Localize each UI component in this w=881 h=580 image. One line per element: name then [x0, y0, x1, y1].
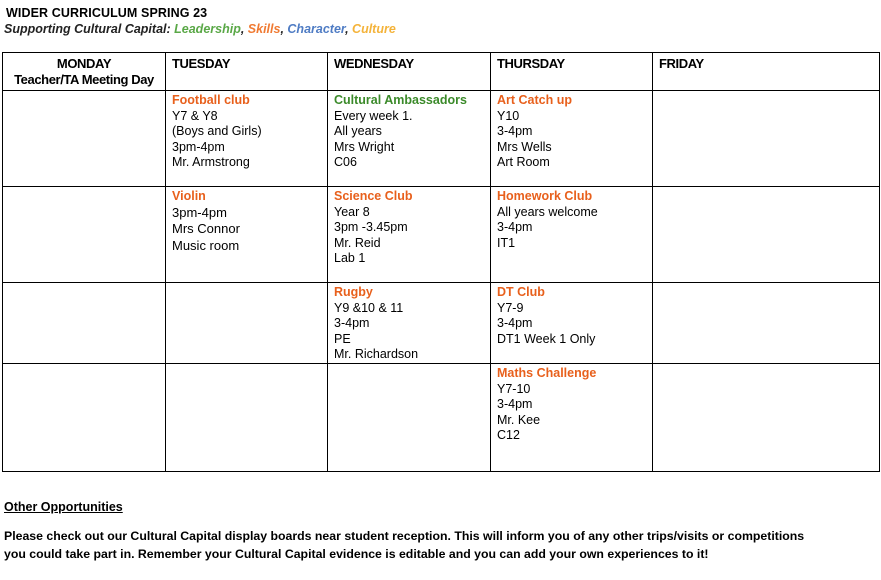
table-row	[3, 91, 880, 187]
cultural-ambassadors-cell	[328, 91, 491, 187]
club-title: Violin	[172, 189, 206, 203]
homework-club-cell	[491, 187, 653, 283]
club-detail: Mr. Armstrong	[172, 155, 250, 170]
club-detail: C12	[497, 428, 520, 443]
club-detail: DT1 Week 1 Only	[497, 331, 596, 346]
timetable	[2, 52, 880, 472]
club-detail: All years	[334, 124, 382, 139]
violin-cell	[166, 187, 328, 283]
comma-3: ,	[345, 22, 353, 36]
club-detail: Y7-10	[497, 381, 531, 396]
wednesday-cell	[328, 363, 491, 471]
culture-word: Culture	[352, 22, 396, 36]
club-detail: 3-4pm	[497, 316, 533, 331]
club-detail: 3pm-4pm	[172, 204, 227, 220]
other-line-1: Please check out our Cultural Capital display boards near student reception. This will inform you of any other trips/visits or competitions	[4, 529, 805, 543]
monday-cell	[3, 187, 166, 283]
club-detail: PE	[334, 331, 351, 346]
day-header-tuesday: TUESDAY	[166, 53, 328, 91]
table-row	[3, 363, 880, 471]
club-detail: 3-4pm	[334, 316, 370, 331]
club-title: Football club	[172, 93, 250, 107]
monday-cell	[3, 363, 166, 471]
club-detail: (Boys and Girls)	[172, 124, 262, 139]
other-opportunities-text	[4, 527, 874, 563]
club-detail: Mrs Wright	[334, 139, 395, 154]
header-row	[3, 53, 880, 91]
club-detail: Mr. Kee	[497, 412, 541, 427]
club-detail: Lab 1	[334, 251, 366, 266]
club-detail: 3-4pm	[497, 397, 533, 412]
club-detail: 3pm-4pm	[172, 139, 225, 154]
comma-1: ,	[240, 22, 248, 36]
monday-cell	[3, 91, 166, 187]
club-detail: Music room	[172, 237, 240, 253]
day-header-thursday: THURSDAY	[491, 53, 653, 91]
club-detail: Y9 &10 & 11	[334, 300, 404, 315]
tuesday-cell	[166, 283, 328, 364]
club-detail: Mrs Connor	[172, 221, 240, 237]
tuesday-cell	[166, 363, 328, 471]
art-catch-up-cell	[491, 91, 653, 187]
table-row	[3, 187, 880, 283]
page-subtitle	[4, 22, 396, 36]
football-club-cell	[166, 91, 328, 187]
day-header-wednesday: WEDNESDAY	[328, 53, 491, 91]
club-detail: Mr. Reid	[334, 235, 381, 250]
club-title: Maths Challenge	[497, 365, 597, 380]
monday-cell	[3, 283, 166, 364]
club-detail: Mrs Wells	[497, 139, 552, 154]
club-detail: 3-4pm	[497, 124, 533, 139]
club-title: Art Catch up	[497, 93, 572, 107]
club-detail: Art Room	[497, 155, 550, 170]
page-title: WIDER CURRICULUM SPRING 23	[6, 6, 208, 20]
leadership-word: Leadership	[174, 22, 241, 36]
club-detail: All years welcome	[497, 204, 598, 219]
friday-cell	[653, 283, 880, 364]
other-opportunities-heading: Other Opportunities	[4, 500, 123, 514]
character-word: Character	[287, 22, 346, 36]
club-detail: Y7-9	[497, 300, 524, 315]
club-detail: Y7 & Y8	[172, 108, 218, 123]
club-detail: 3pm -3.45pm	[334, 220, 408, 235]
club-detail: 3-4pm	[497, 220, 533, 235]
comma-2: ,	[280, 22, 288, 36]
other-line-2: you could take part in. Remember your Cultural Capital evidence is editable and you can add your own experiences to it!	[4, 547, 709, 561]
rugby-cell	[328, 283, 491, 364]
monday-note: Teacher/TA Meeting Day	[14, 71, 154, 87]
monday-label: MONDAY	[56, 56, 112, 71]
skills-word: Skills	[247, 22, 281, 36]
day-header-monday	[3, 53, 166, 91]
subtitle-prefix: Supporting Cultural Capital:	[4, 22, 175, 36]
club-detail: Year 8	[334, 204, 370, 219]
friday-cell	[653, 187, 880, 283]
club-detail: Y10	[497, 108, 520, 123]
club-detail: IT1	[497, 235, 516, 250]
science-club-cell	[328, 187, 491, 283]
club-title: Science Club	[334, 189, 413, 203]
club-title: Homework Club	[497, 189, 593, 203]
club-detail: C06	[334, 155, 357, 170]
club-title: DT Club	[497, 285, 545, 299]
club-title: Rugby	[334, 285, 373, 299]
friday-cell	[653, 91, 880, 187]
day-header-friday: FRIDAY	[653, 53, 880, 91]
maths-challenge-cell	[491, 363, 653, 471]
club-detail: Mr. Richardson	[334, 347, 419, 362]
friday-cell	[653, 363, 880, 471]
club-detail: Every week 1.	[334, 108, 413, 123]
table-row	[3, 283, 880, 364]
club-title: Cultural Ambassadors	[334, 93, 467, 107]
dt-club-cell	[491, 283, 653, 364]
